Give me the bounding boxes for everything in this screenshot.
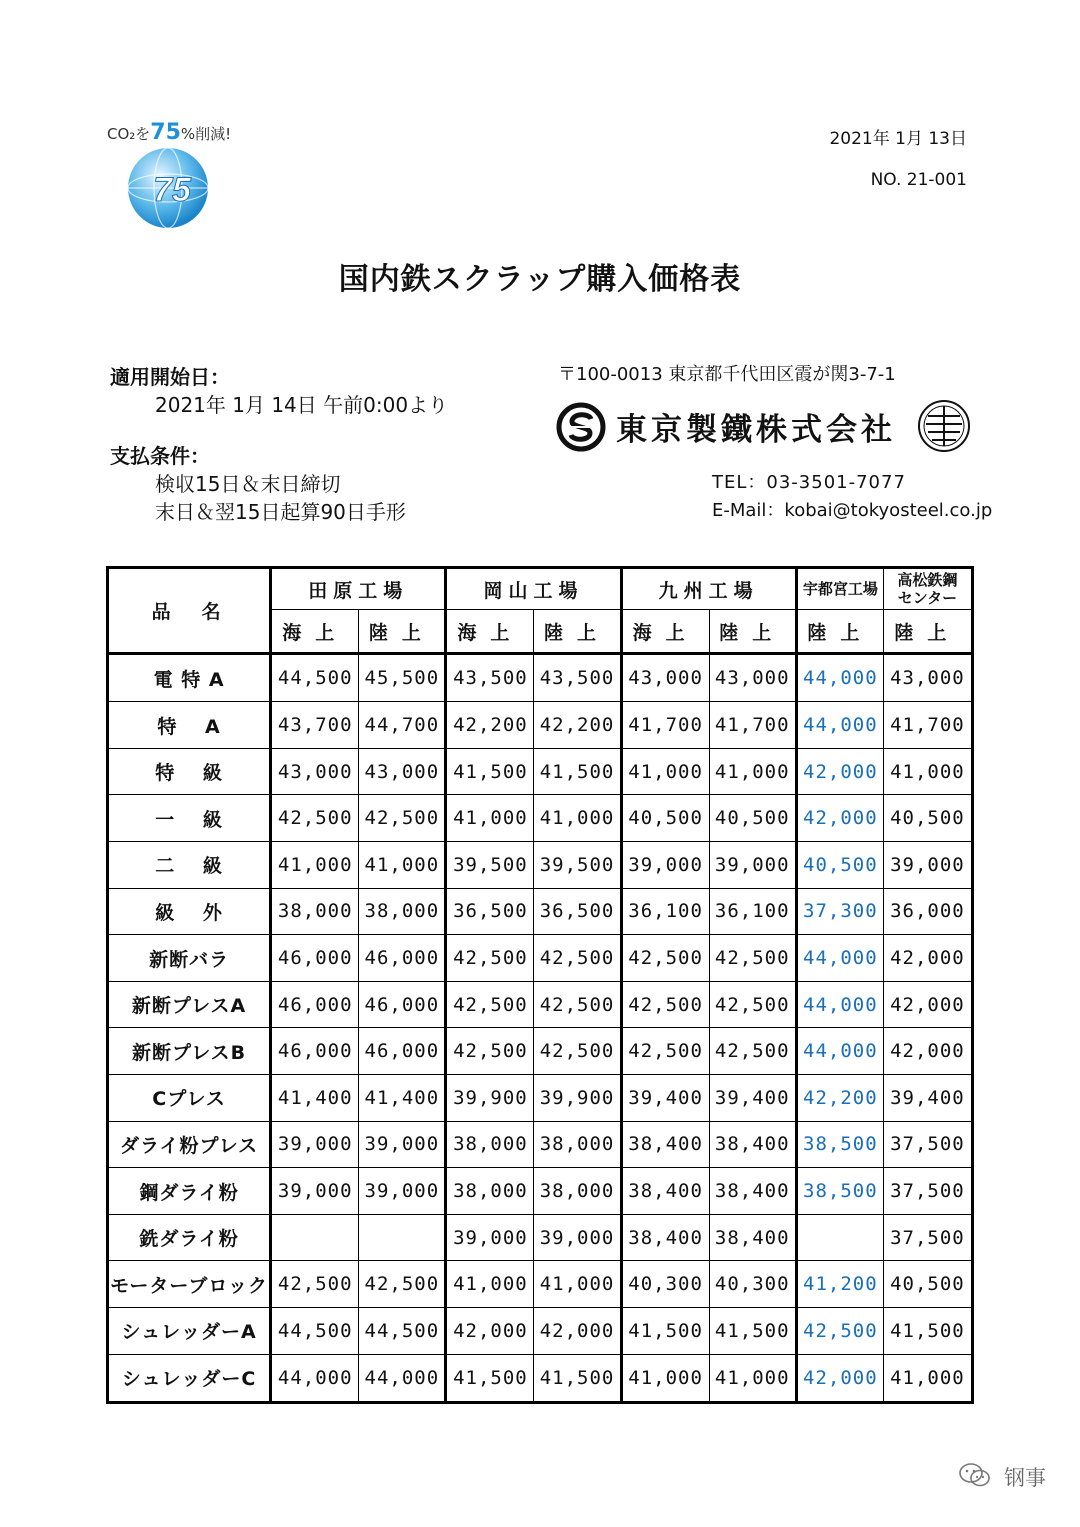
price-cell: 36,100 bbox=[709, 888, 796, 935]
sub-header-sea: 海上 bbox=[621, 610, 709, 654]
price-cell: 41,500 bbox=[446, 1354, 534, 1402]
price-cell: 41,400 bbox=[271, 1075, 359, 1122]
price-cell: 41,500 bbox=[534, 1354, 621, 1402]
page-title: 国内鉄スクラップ購入価格表 bbox=[338, 262, 742, 297]
price-cell: 41,000 bbox=[359, 842, 446, 889]
price-cell: 41,500 bbox=[534, 748, 621, 795]
table-row bbox=[108, 1354, 973, 1402]
item-name: 新断プレスB bbox=[108, 1028, 271, 1075]
price-cell: 39,900 bbox=[446, 1075, 534, 1122]
table-row bbox=[108, 888, 973, 935]
table-row bbox=[108, 1214, 973, 1261]
price-cell: 42,500 bbox=[446, 981, 534, 1028]
price-table bbox=[106, 566, 974, 1404]
price-cell: 39,000 bbox=[271, 1168, 359, 1215]
price-cell: 38,000 bbox=[534, 1168, 621, 1215]
item-name: モーターブロック bbox=[108, 1261, 271, 1308]
co2-slogan bbox=[107, 120, 231, 145]
sub-header-land: 陸上 bbox=[359, 610, 446, 654]
item-name: 新断プレスA bbox=[108, 981, 271, 1028]
price-cell: 41,500 bbox=[446, 748, 534, 795]
start-date-value: 2021年 1月 14日 午前0:00より bbox=[155, 393, 449, 417]
price-cell: 38,000 bbox=[446, 1168, 534, 1215]
sub-header-land: 陸上 bbox=[709, 610, 796, 654]
price-cell: 37,500 bbox=[883, 1121, 972, 1168]
price-cell: 41,200 bbox=[796, 1261, 883, 1308]
start-date-label: 適用開始日： bbox=[110, 365, 230, 389]
price-cell: 46,000 bbox=[359, 981, 446, 1028]
factory-header-tahara: 田原工場 bbox=[271, 568, 446, 610]
table-row bbox=[108, 1168, 973, 1215]
item-name: 電 特 A bbox=[108, 654, 271, 702]
payment-terms-line2: 末日＆翌15日起算90日手形 bbox=[155, 500, 406, 524]
item-name: シュレッダーA bbox=[108, 1307, 271, 1354]
takamatsu-line1: 高松鉄鋼 bbox=[897, 571, 958, 589]
payment-terms-line1: 検収15日＆末日締切 bbox=[155, 472, 341, 496]
price-cell: 39,400 bbox=[883, 1075, 972, 1122]
price-cell: 42,200 bbox=[534, 702, 621, 749]
document-number: NO. 21-001 bbox=[870, 170, 967, 190]
price-cell: 42,500 bbox=[709, 1028, 796, 1075]
price-cell: 38,000 bbox=[446, 1121, 534, 1168]
factory-header-utsunomiya: 宇都宮工場 bbox=[796, 568, 883, 610]
price-cell: 37,500 bbox=[883, 1168, 972, 1215]
sub-header-sea: 海上 bbox=[271, 610, 359, 654]
price-cell: 42,000 bbox=[796, 748, 883, 795]
price-cell: 44,000 bbox=[796, 1028, 883, 1075]
price-cell: 42,000 bbox=[796, 1354, 883, 1402]
price-cell: 39,500 bbox=[446, 842, 534, 889]
price-cell: 44,000 bbox=[796, 702, 883, 749]
price-cell: 44,700 bbox=[359, 702, 446, 749]
price-cell: 40,300 bbox=[621, 1261, 709, 1308]
price-cell: 38,400 bbox=[709, 1214, 796, 1261]
item-name: ダライ粉プレス bbox=[108, 1121, 271, 1168]
item-name: 級 外 bbox=[108, 888, 271, 935]
price-cell: 39,400 bbox=[709, 1075, 796, 1122]
price-cell: 39,000 bbox=[883, 842, 972, 889]
price-cell: 40,500 bbox=[796, 842, 883, 889]
co2-prefix: CO₂を bbox=[107, 125, 151, 143]
price-cell: 42,500 bbox=[271, 795, 359, 842]
price-cell: 43,700 bbox=[271, 702, 359, 749]
price-cell: 41,000 bbox=[621, 1354, 709, 1402]
item-name: シュレッダーC bbox=[108, 1354, 271, 1402]
price-cell: 43,000 bbox=[271, 748, 359, 795]
price-cell: 41,700 bbox=[621, 702, 709, 749]
price-cell: 36,500 bbox=[446, 888, 534, 935]
price-cell: 39,000 bbox=[446, 1214, 534, 1261]
price-cell: 41,000 bbox=[446, 795, 534, 842]
price-cell: 41,500 bbox=[621, 1307, 709, 1354]
price-cell: 43,000 bbox=[359, 748, 446, 795]
price-cell: 42,500 bbox=[621, 981, 709, 1028]
table-row bbox=[108, 654, 973, 702]
table-row bbox=[108, 702, 973, 749]
price-cell: 39,000 bbox=[709, 842, 796, 889]
price-cell: 42,000 bbox=[796, 795, 883, 842]
price-cell: 43,000 bbox=[883, 654, 972, 702]
price-cell: 42,500 bbox=[709, 935, 796, 982]
price-cell: 38,400 bbox=[621, 1168, 709, 1215]
price-cell: 41,000 bbox=[446, 1261, 534, 1308]
price-cell: 42,500 bbox=[359, 795, 446, 842]
price-cell: 44,000 bbox=[359, 1354, 446, 1402]
price-cell: 46,000 bbox=[359, 1028, 446, 1075]
price-cell: 42,200 bbox=[446, 702, 534, 749]
item-name: 一 級 bbox=[108, 795, 271, 842]
item-name: 鋼ダライ粉 bbox=[108, 1168, 271, 1215]
price-cell: 41,000 bbox=[534, 1261, 621, 1308]
price-cell: 38,000 bbox=[271, 888, 359, 935]
price-cell: 39,900 bbox=[534, 1075, 621, 1122]
price-cell: 39,400 bbox=[621, 1075, 709, 1122]
price-cell: 42,000 bbox=[446, 1307, 534, 1354]
wechat-icon bbox=[958, 1462, 992, 1488]
price-cell: 43,000 bbox=[621, 654, 709, 702]
price-cell: 38,500 bbox=[796, 1168, 883, 1215]
price-cell: 39,000 bbox=[359, 1168, 446, 1215]
issue-date: 2021年 1月 13日 bbox=[829, 129, 967, 149]
price-cell: 41,400 bbox=[359, 1075, 446, 1122]
price-cell: 42,000 bbox=[883, 981, 972, 1028]
price-cell: 37,500 bbox=[883, 1214, 972, 1261]
factory-header-okayama: 岡山工場 bbox=[446, 568, 621, 610]
price-cell: 46,000 bbox=[359, 935, 446, 982]
price-cell: 38,000 bbox=[359, 888, 446, 935]
price-cell: 42,500 bbox=[796, 1307, 883, 1354]
price-cell: 44,500 bbox=[271, 1307, 359, 1354]
watermark-text: 钢事 bbox=[1004, 1466, 1046, 1490]
price-cell bbox=[796, 1214, 883, 1261]
price-cell: 42,500 bbox=[271, 1261, 359, 1308]
price-cell: 42,500 bbox=[621, 935, 709, 982]
sub-header-land: 陸上 bbox=[796, 610, 883, 654]
item-name: 特 A bbox=[108, 702, 271, 749]
price-cell: 36,000 bbox=[883, 888, 972, 935]
table-row bbox=[108, 981, 973, 1028]
price-cell: 46,000 bbox=[271, 981, 359, 1028]
table-row bbox=[108, 795, 973, 842]
price-cell: 42,500 bbox=[446, 1028, 534, 1075]
company-address: 〒100-0013 東京都千代田区霞が関3-7-1 bbox=[558, 364, 896, 385]
price-cell: 39,500 bbox=[534, 842, 621, 889]
table-row bbox=[108, 842, 973, 889]
price-cell: 39,000 bbox=[271, 1121, 359, 1168]
table-row bbox=[108, 1028, 973, 1075]
price-cell: 38,400 bbox=[621, 1121, 709, 1168]
table-row bbox=[108, 1261, 973, 1308]
co2-number: 75 bbox=[150, 120, 181, 145]
price-cell: 42,500 bbox=[359, 1261, 446, 1308]
price-cell: 41,500 bbox=[883, 1307, 972, 1354]
item-name: Cプレス bbox=[108, 1075, 271, 1122]
price-cell: 40,500 bbox=[883, 1261, 972, 1308]
price-cell: 38,400 bbox=[709, 1121, 796, 1168]
company-emblem-icon bbox=[556, 402, 606, 452]
price-cell: 38,400 bbox=[709, 1168, 796, 1215]
price-cell: 42,000 bbox=[883, 935, 972, 982]
price-cell: 37,300 bbox=[796, 888, 883, 935]
price-cell: 43,500 bbox=[534, 654, 621, 702]
sub-header-land: 陸上 bbox=[883, 610, 972, 654]
price-cell: 38,000 bbox=[534, 1121, 621, 1168]
price-cell: 44,500 bbox=[271, 654, 359, 702]
price-cell: 42,500 bbox=[534, 1028, 621, 1075]
price-cell: 41,000 bbox=[709, 1354, 796, 1402]
table-row bbox=[108, 1307, 973, 1354]
price-cell: 41,700 bbox=[883, 702, 972, 749]
factory-header-kyushu: 九州工場 bbox=[621, 568, 796, 610]
price-cell: 44,500 bbox=[359, 1307, 446, 1354]
price-cell: 41,000 bbox=[709, 748, 796, 795]
company-tel: TEL：03-3501-7077 bbox=[712, 472, 906, 493]
price-cell: 41,000 bbox=[271, 842, 359, 889]
co2-suffix: %削減! bbox=[180, 125, 232, 143]
price-cell: 39,000 bbox=[621, 842, 709, 889]
globe-logo-icon bbox=[125, 145, 211, 231]
price-cell: 41,700 bbox=[709, 702, 796, 749]
price-cell: 44,000 bbox=[796, 981, 883, 1028]
payment-terms-label: 支払条件： bbox=[110, 444, 210, 468]
price-cell: 42,500 bbox=[534, 981, 621, 1028]
price-cell: 40,500 bbox=[709, 795, 796, 842]
company-seal-icon bbox=[916, 398, 972, 454]
price-cell: 45,500 bbox=[359, 654, 446, 702]
item-name-header: 品 名 bbox=[108, 568, 271, 654]
factory-header-takamatsu bbox=[883, 568, 972, 610]
item-name: 新断バラ bbox=[108, 935, 271, 982]
price-cell: 42,000 bbox=[534, 1307, 621, 1354]
price-cell: 42,500 bbox=[709, 981, 796, 1028]
price-cell: 39,000 bbox=[534, 1214, 621, 1261]
price-cell: 46,000 bbox=[271, 1028, 359, 1075]
price-cell: 41,000 bbox=[621, 748, 709, 795]
price-cell: 41,000 bbox=[883, 1354, 972, 1402]
price-cell: 43,500 bbox=[446, 654, 534, 702]
sub-header-sea: 海上 bbox=[446, 610, 534, 654]
price-cell: 42,500 bbox=[621, 1028, 709, 1075]
price-cell: 38,500 bbox=[796, 1121, 883, 1168]
item-name: 銑ダライ粉 bbox=[108, 1214, 271, 1261]
price-cell: 42,500 bbox=[534, 935, 621, 982]
price-cell: 44,000 bbox=[796, 935, 883, 982]
price-cell: 40,500 bbox=[883, 795, 972, 842]
price-cell: 42,200 bbox=[796, 1075, 883, 1122]
price-cell: 42,500 bbox=[446, 935, 534, 982]
sub-header-land: 陸上 bbox=[534, 610, 621, 654]
price-cell: 38,400 bbox=[621, 1214, 709, 1261]
company-email: E-Mail：kobai@tokyosteel.co.jp bbox=[712, 500, 993, 521]
price-cell: 36,100 bbox=[621, 888, 709, 935]
globe-number: 75 bbox=[153, 171, 191, 209]
table-row bbox=[108, 935, 973, 982]
takamatsu-line2: センター bbox=[897, 589, 958, 607]
price-cell: 43,000 bbox=[709, 654, 796, 702]
price-cell: 40,500 bbox=[621, 795, 709, 842]
price-cell: 41,500 bbox=[709, 1307, 796, 1354]
price-cell: 36,500 bbox=[534, 888, 621, 935]
price-cell: 41,000 bbox=[883, 748, 972, 795]
price-cell bbox=[359, 1214, 446, 1261]
price-cell: 46,000 bbox=[271, 935, 359, 982]
price-cell: 44,000 bbox=[271, 1354, 359, 1402]
price-cell: 39,000 bbox=[359, 1121, 446, 1168]
table-row bbox=[108, 1121, 973, 1168]
price-cell: 42,000 bbox=[883, 1028, 972, 1075]
price-cell: 44,000 bbox=[796, 654, 883, 702]
table-row bbox=[108, 748, 973, 795]
price-cell: 40,300 bbox=[709, 1261, 796, 1308]
table-row bbox=[108, 1075, 973, 1122]
item-name: 特 級 bbox=[108, 748, 271, 795]
price-cell bbox=[271, 1214, 359, 1261]
item-name: 二 級 bbox=[108, 842, 271, 889]
company-name: 東京製鐵株式会社 bbox=[616, 412, 896, 448]
price-cell: 41,000 bbox=[534, 795, 621, 842]
